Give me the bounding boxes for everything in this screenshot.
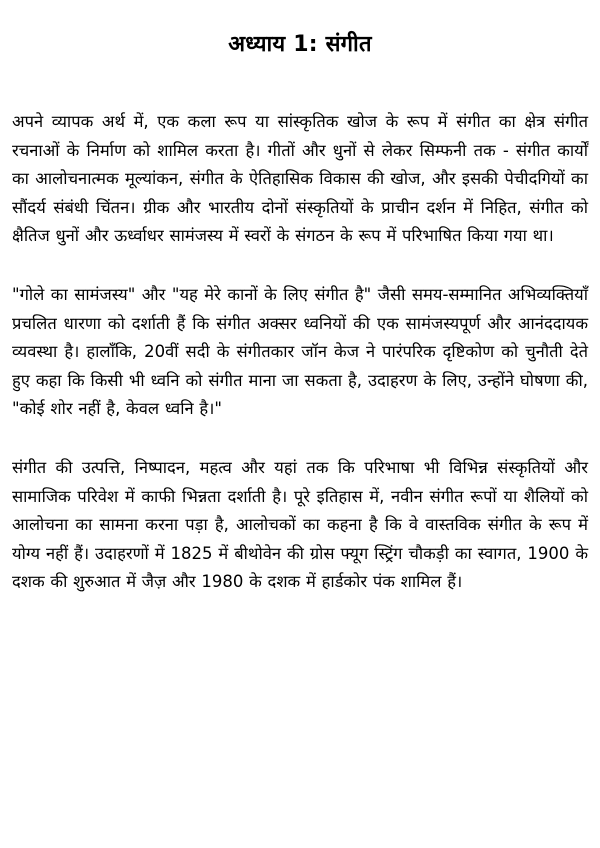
paragraph-3: संगीत की उत्पत्ति, निष्पादन, महत्व और यहां तक कि परिभाषा भी विभिन्न संस्कृतियों और सामाजिक परिवेश में काफी भिन्नता दर्शाती है। पूरे इतिहास में, नवीन संगीत रूपों या शैलियों को आलोचना का सामना करना पड़ा है, आलोचकों का कहना है कि वे वास्तविक संगीत के रूप में योग्य नहीं हैं। उदाहरणों में 1825 में बीथोवेन की ग्रोस फ्यूग स्ट्रिंग चौकड़ी का स्वागत, 1900 के दशक की शुरुआत में जैज़ और 1980 के दशक में हार्डकोर पंक शामिल हैं। [12, 457, 588, 592]
chapter-title: अध्याय 1: संगीत [228, 32, 372, 57]
paragraph-2: "गोले का सामंजस्य" और "यह मेरे कानों के लिए संगीत है" जैसी समय-सम्मानित अभिव्यक्तियाँ प्रचलित धारणा को दर्शाती हैं कि संगीत अक्सर ध्वनियों की एक सामंजस्यपूर्ण और आनंददायक व्यवस्था है। हालाँकि, 20वीं सदी के संगीतकार जॉन केज ने पारंपरिक दृष्टिकोण को चुनौती देते हुए कहा कि किसी भी ध्वनि को संगीत माना जा सकता है, उदाहरण के लिए, उन्होंने घोषणा की, "कोई शोर नहीं है, केवल ध्वनि है।" [12, 284, 588, 419]
paragraph-1: अपने व्यापक अर्थ में, एक कला रूप या सांस्कृतिक खोज के रूप में संगीत का क्षेत्र संगीत रचनाओं के निर्माण को शामिल करता है। गीतों और धुनों से लेकर सिम्फनी तक - संगीत कार्यों का आलोचनात्मक मूल्यांकन, संगीत के ऐतिहासिक विकास की खोज, और इसकी पेचीदगियों का सौंदर्य संबंधी चिंतन। ग्रीक और भारतीय दोनों संस्कृतियों के प्राचीन दर्शन में निहित, संगीत को क्षैतिज धुनों और ऊर्ध्वाधर सामंजस्य में स्वरों के संगठन के रूप में परिभाषित किया गया था। [12, 112, 588, 246]
